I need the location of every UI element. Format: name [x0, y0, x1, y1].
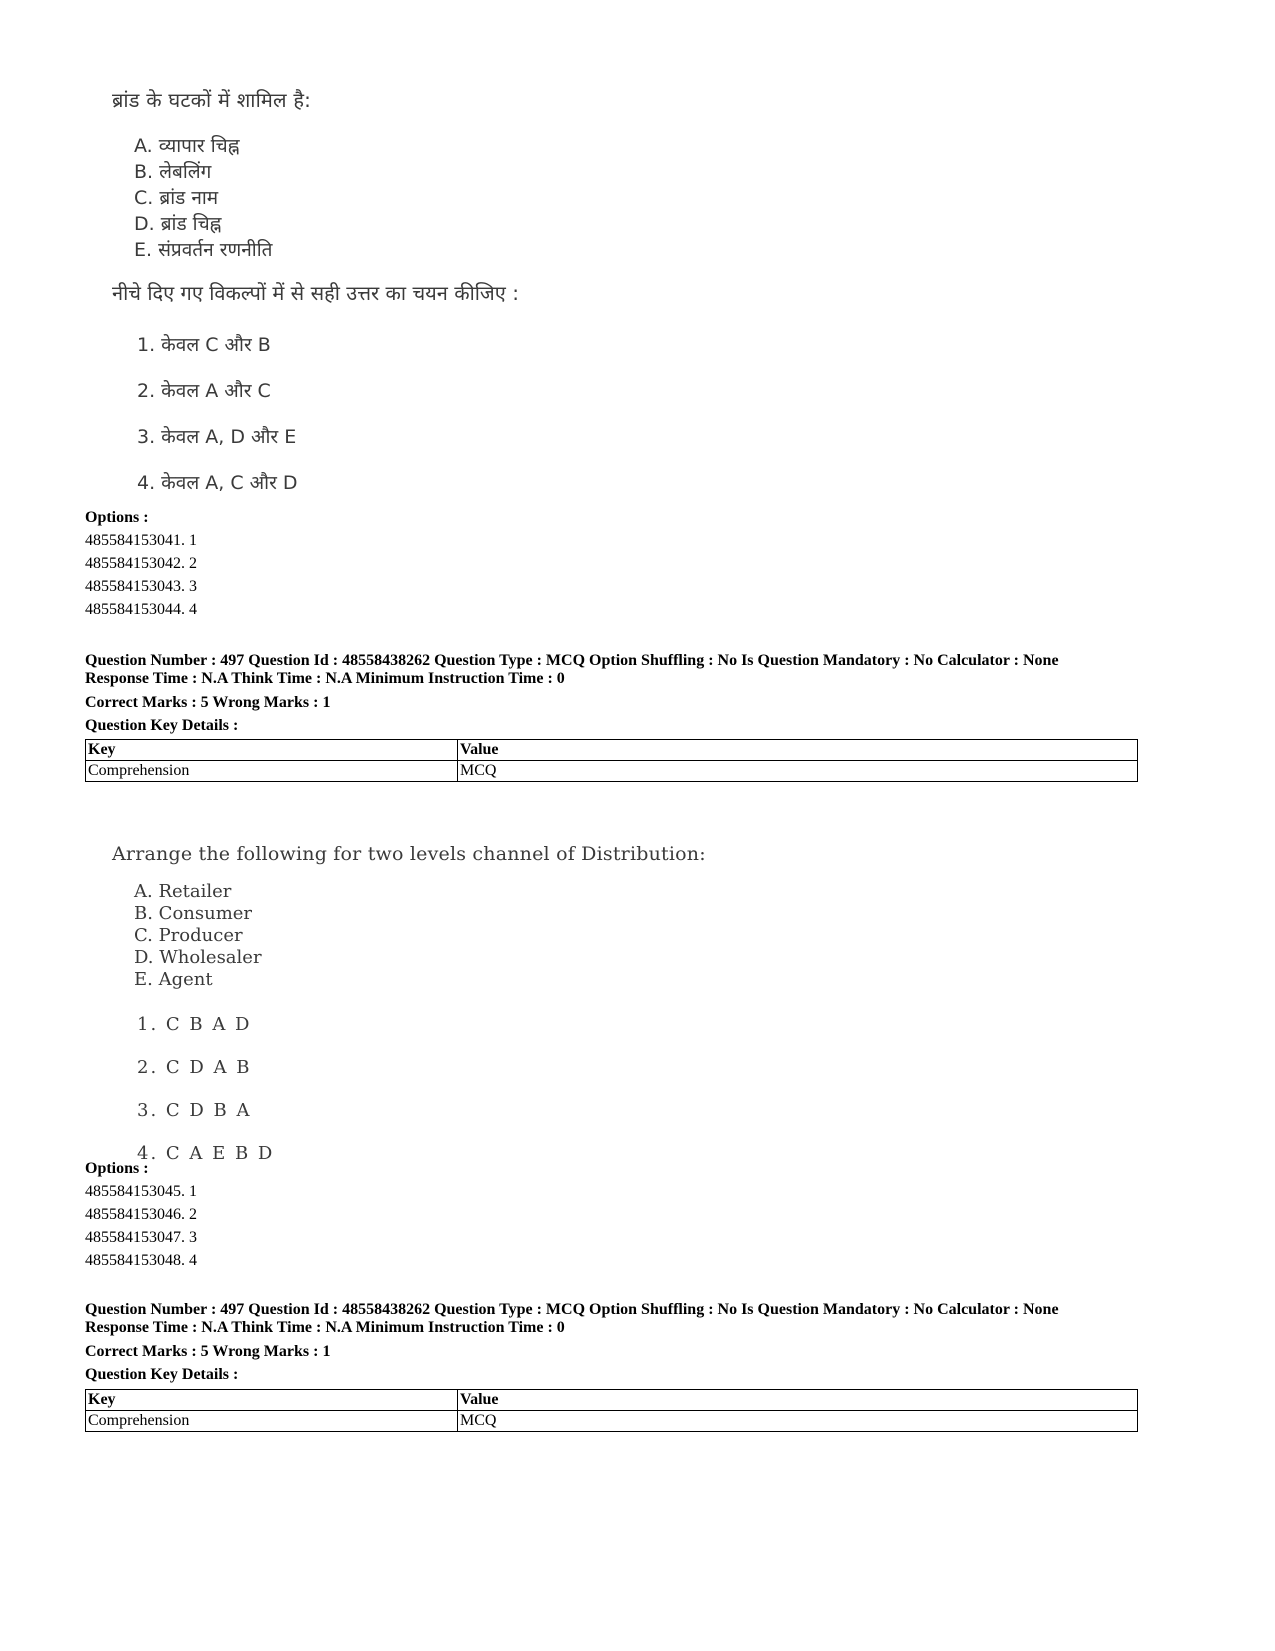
- question-1-choice-2: 2. केवल A और C: [137, 380, 271, 402]
- options-label: Options :: [85, 1160, 149, 1177]
- question-marks: Correct Marks : 5 Wrong Marks : 1: [85, 694, 331, 711]
- question-1-choice-4: 4. केवल A, C और D: [137, 472, 298, 494]
- question-2-choice-2: 2. C D A B: [137, 1057, 252, 1078]
- question-2-item-b: B. Consumer: [134, 903, 253, 924]
- option-item: 485584153045. 1: [85, 1183, 197, 1200]
- question-meta-line: Question Number : 497 Question Id : 48558438262 Question Type : MCQ Option Shuffling : No Is Question Mandatory : No Calculator : None: [85, 652, 1059, 669]
- question-meta-timing: Response Time : N.A Think Time : N.A Minimum Instruction Time : 0: [85, 670, 565, 687]
- option-item: 485584153046. 2: [85, 1206, 197, 1223]
- table-cell-value: MCQ: [458, 1411, 1138, 1432]
- question-meta-line: Question Number : 497 Question Id : 48558438262 Question Type : MCQ Option Shuffling : No Is Question Mandatory : No Calculator : None: [85, 1301, 1059, 1318]
- question-2-choice-3: 3. C D B A: [137, 1100, 252, 1121]
- question-1-items: [134, 133, 632, 263]
- table-header-row: [86, 1390, 1138, 1411]
- question-meta-timing: Response Time : N.A Think Time : N.A Minimum Instruction Time : 0: [85, 1319, 565, 1336]
- question-meta-2: [85, 1301, 1145, 1386]
- table-header-row: [86, 740, 1138, 761]
- question-1-item-d: D. ब्रांड चिह्न: [134, 213, 222, 235]
- table-header-key: Key: [86, 1390, 458, 1411]
- question-marks: Correct Marks : 5 Wrong Marks : 1: [85, 1343, 331, 1360]
- question-2-choice-4: 4. C A E B D: [137, 1143, 275, 1164]
- option-item: 485584153044. 4: [85, 601, 197, 618]
- question-1-item-a: A. व्यापार चिह्न: [134, 135, 240, 157]
- question-1-choice-3: 3. केवल A, D और E: [137, 426, 297, 448]
- table-row: [86, 761, 1138, 782]
- question-2-item-e: E. Agent: [134, 969, 213, 990]
- table-header-key: Key: [86, 740, 458, 761]
- table-header-value: Value: [458, 1390, 1138, 1411]
- table-header-value: Value: [458, 740, 1138, 761]
- question-2-choice-1: 1. C B A D: [137, 1014, 252, 1035]
- table-cell-key: Comprehension: [86, 1411, 458, 1432]
- table-cell-value: MCQ: [458, 761, 1138, 782]
- question-key-table-1: [85, 739, 1138, 782]
- question-1-choice-1: 1. केवल C और B: [137, 334, 271, 356]
- options-label: Options :: [85, 509, 149, 526]
- option-item: 485584153043. 3: [85, 578, 197, 595]
- question-1-image: [112, 86, 632, 506]
- table-cell-key: Comprehension: [86, 761, 458, 782]
- question-1-stem: ब्रांड के घटकों में शामिल है:: [112, 88, 312, 112]
- question-1-item-e: E. संप्रवर्तन रणनीति: [134, 239, 273, 261]
- question-meta-1: [85, 652, 1145, 737]
- question-1-item-b: B. लेबलिंग: [134, 161, 212, 183]
- option-item: 485584153042. 2: [85, 555, 197, 572]
- option-item: 485584153048. 4: [85, 1252, 197, 1269]
- options-list-2: [85, 1157, 197, 1272]
- question-key-details-label: Question Key Details :: [85, 717, 239, 734]
- question-1-instruction: नीचे दिए गए विकल्पों में से सही उत्तर का चयन कीजिए :: [112, 281, 519, 305]
- question-2-image: [112, 843, 712, 1175]
- question-2-stem: Arrange the following for two levels channel of Distribution:: [112, 843, 706, 865]
- table-row: [86, 1411, 1138, 1432]
- options-list-1: [85, 506, 197, 621]
- question-2-items: [134, 881, 712, 991]
- question-2-item-a: A. Retailer: [134, 881, 232, 902]
- question-key-table-2: [85, 1389, 1138, 1432]
- question-2-item-d: D. Wholesaler: [134, 947, 262, 968]
- option-item: 485584153041. 1: [85, 532, 197, 549]
- question-2-item-c: C. Producer: [134, 925, 243, 946]
- question-1-item-c: C. ब्रांड नाम: [134, 187, 219, 209]
- option-item: 485584153047. 3: [85, 1229, 197, 1246]
- question-key-details-label: Question Key Details :: [85, 1366, 239, 1383]
